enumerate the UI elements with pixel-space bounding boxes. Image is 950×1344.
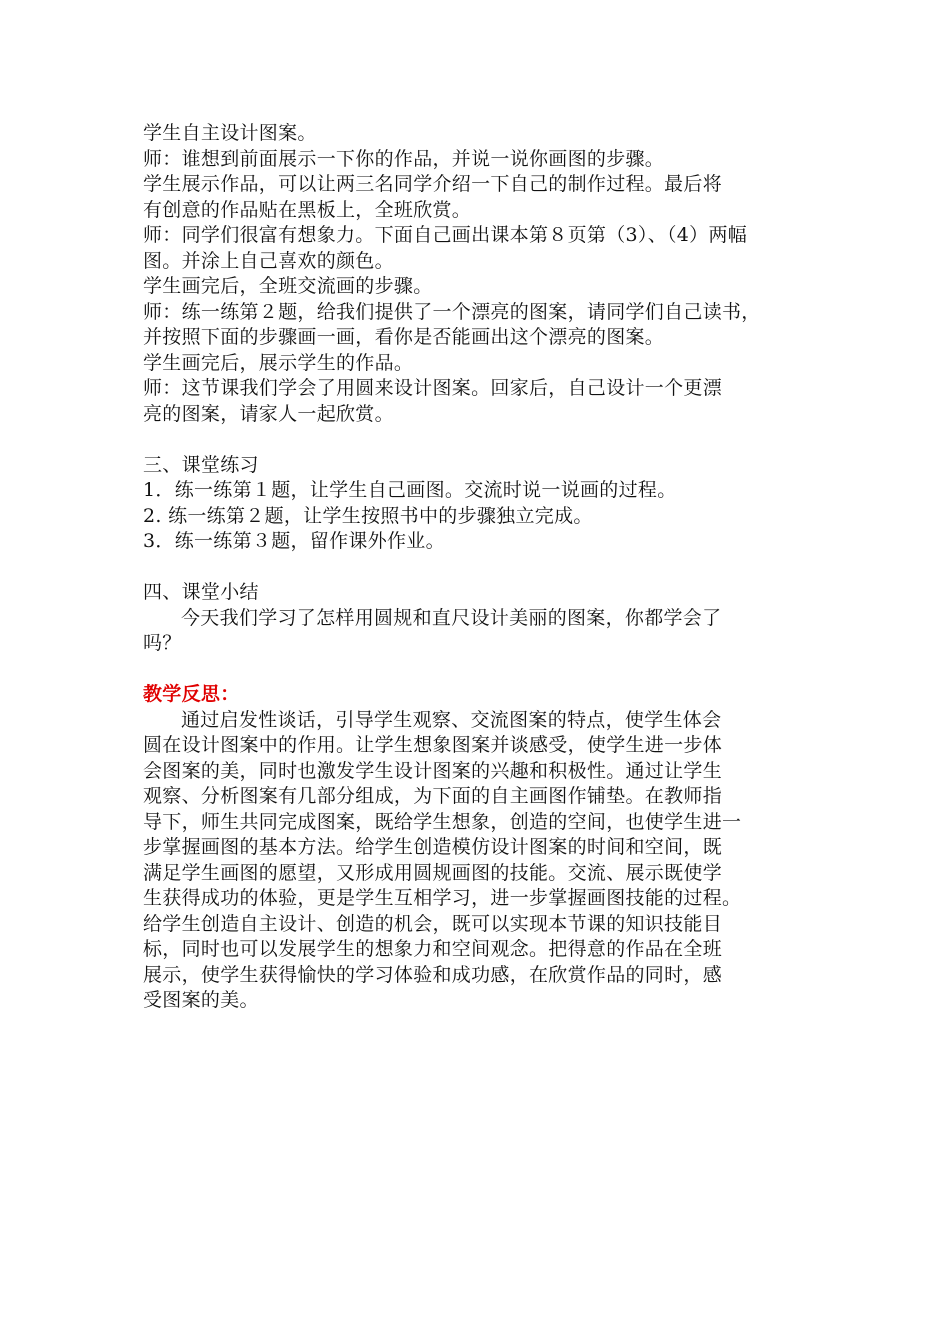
summary-heading: 四、课堂小结 (143, 581, 259, 603)
reflection-text: 标，同时也可以发展学生的想象力和空间观念。把得意的作品在全班 (143, 938, 723, 960)
practice-section (143, 453, 813, 555)
blank-line (143, 555, 813, 581)
summary-section (143, 580, 813, 657)
reflection-text: 圆在设计图案中的作用。让学生想象图案并谈感受，使学生进一步体 (143, 734, 723, 756)
lesson-line: 学生画完后，全班交流画的步骤。 (143, 275, 433, 297)
blank-line (143, 427, 813, 453)
reflection-text: 导下，师生共同完成图案，既给学生想象，创造的空间，也使学生进一 (143, 810, 742, 833)
reflection-text: 给学生创造自主设计、创造的机会，既可以实现本节课的知识技能目 (143, 912, 723, 935)
reflection-text: 会图案的美，同时也激发学生设计图案的兴趣和积极性。通过让学生 (143, 759, 723, 782)
summary-text: 吗？ (143, 632, 182, 654)
blank-line (143, 657, 813, 683)
practice-heading: 三、课堂练习 (143, 453, 259, 476)
lesson-line: 学生展示作品，可以让两三名同学介绍一下自己的制作过程。最后将 (143, 173, 723, 195)
lesson-line: 学生自主设计图案。 (143, 122, 317, 144)
summary-text: 今天我们学习了怎样用圆规和直尺设计美丽的图案，你都学会了 (181, 606, 722, 629)
lesson-line: 亮的图案，请家人一起欣赏。 (143, 402, 394, 425)
practice-item: 1．练一练第１题，让学生自己画图。交流时说一说画的过程。 (143, 479, 677, 501)
lesson-line: 并按照下面的步骤画一画，看你是否能画出这个漂亮的图案。 (143, 326, 665, 348)
lesson-line: 师：这节课我们学会了用圆来设计图案。回家后，自己设计一个更漂 (143, 377, 723, 399)
reflection-text: 生获得成功的体验，更是学生互相学习，进一步掌握画图技能的过程。 (143, 887, 742, 909)
lesson-process-section (143, 121, 813, 427)
reflection-text: 观察、分析图案有几部分组成，为下面的自主画图作铺垫。在教师指 (143, 785, 723, 807)
lesson-line: 有创意的作品贴在黑板上，全班欣赏。 (143, 198, 472, 221)
lesson-line: 学生画完后，展示学生的作品。 (143, 351, 414, 374)
lesson-line: 师：练一练第２题，给我们提供了一个漂亮的图案，请同学们自己读书， (143, 300, 761, 323)
lesson-line: 师：同学们很富有想象力。下面自己画出课本第８页第（3）、（4）两幅 (143, 224, 748, 246)
document-page (143, 121, 813, 1014)
practice-item: 2. 练一练第２题，让学生按照书中的步骤独立完成。 (143, 504, 593, 527)
reflection-text: 满足学生画图的愿望，又形成用圆规画图的技能。交流、展示既使学 (143, 861, 723, 884)
reflection-text: 步掌握画图的基本方法。给学生创造模仿设计图案的时间和空间，既 (143, 836, 723, 858)
reflection-text: 受图案的美。 (143, 989, 259, 1011)
reflection-section (143, 682, 813, 1014)
practice-item: 3．练一练第３题，留作课外作业。 (143, 530, 445, 552)
lesson-line: 图。并涂上自己喜欢的颜色。 (143, 249, 394, 272)
reflection-text: 通过启发性谈话，引导学生观察、交流图案的特点，使学生体会 (181, 708, 722, 731)
reflection-heading: 教学反思： (143, 683, 240, 705)
lesson-line: 师：谁想到前面展示一下你的作品，并说一说你画图的步骤。 (143, 147, 665, 170)
reflection-text: 展示，使学生获得愉快的学习体验和成功感，在欣赏作品的同时，感 (143, 963, 723, 986)
